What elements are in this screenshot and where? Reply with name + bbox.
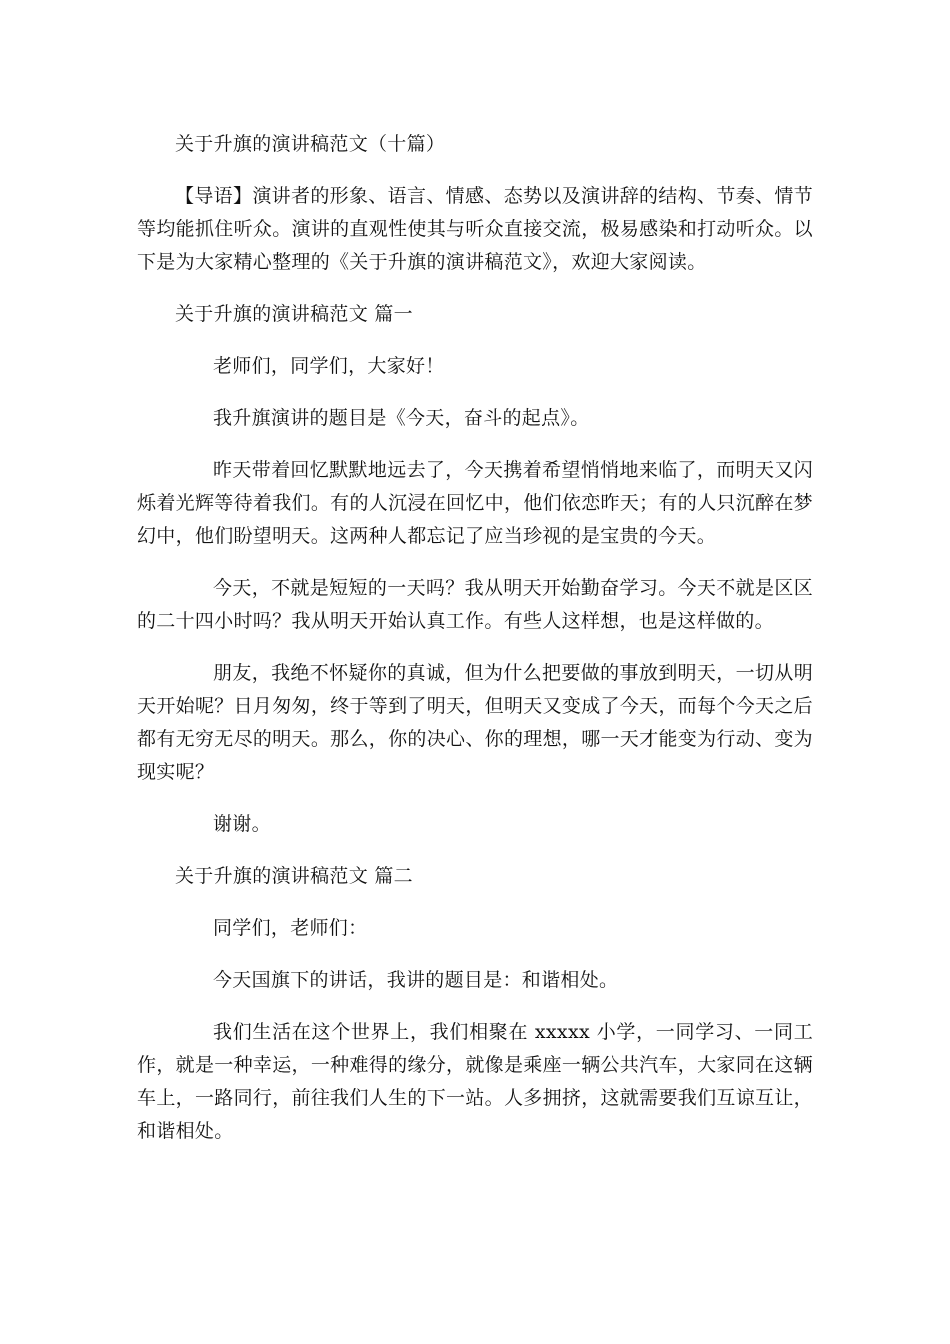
intro-label: 【导语】 <box>175 185 253 207</box>
section-1-paragraph-2: 我升旗演讲的题目是《今天，奋斗的起点》。 <box>213 407 590 429</box>
section-heading-2: 关于升旗的演讲稿范文 篇二 <box>175 865 413 887</box>
document-body <box>137 128 813 1167</box>
section-2-paragraph-2: 今天国旗下的讲话，我讲的题目是：和谐相处。 <box>213 969 619 991</box>
section-1-paragraph-6: 谢谢。 <box>213 813 271 835</box>
intro-paragraph <box>137 180 813 279</box>
section-1-paragraph-5: 朋友，我绝不怀疑你的真诚，但为什么把要做的事放到明天，一切从明天开始呢？日月匆匆，终于等到了明天，但明天又变成了今天，而每个今天之后都有无穷无尽的明天。那么，你的决心、你的理想，哪一天才能变为行动、变为现实呢？ <box>137 662 813 783</box>
section-2-paragraph-3: 我们生活在这个世界上，我们相聚在 xxxxx 小学，一同学习、一同工作，就是一种幸运，一种难得的缘分，就像是乘座一辆公共汽车，大家同在这辆车上，一路同行，前往我们人生的下一站。人多拥挤，这就需要我们互谅互让，和谐相处。 <box>137 1021 813 1142</box>
intro-text: 演讲者的形象、语言、情感、态势以及演讲辞的结构、节奏、情节等均能抓住听众。演讲的直观性使其与听众直接交流，极易感染和打动听众。以下是为大家精心整理的《关于升旗的演讲稿范文》，欢迎大家阅读。 <box>137 185 814 273</box>
section-1-paragraph-4: 今天，不就是短短的一天吗？我从明天开始勤奋学习。今天不就是区区的二十四小时吗？我从明天开始认真工作。有些人这样想，也是这样做的。 <box>137 577 813 632</box>
section-heading-1: 关于升旗的演讲稿范文 篇一 <box>175 303 413 325</box>
document-title: 关于升旗的演讲稿范文（十篇） <box>175 133 446 155</box>
section-1-paragraph-1: 老师们，同学们，大家好！ <box>213 355 445 377</box>
section-1-paragraph-3: 昨天带着回忆默默地远去了，今天携着希望悄悄地来临了，而明天又闪烁着光辉等待着我们。有的人沉浸在回忆中，他们依恋昨天；有的人只沉醉在梦幻中，他们盼望明天。这两种人都忘记了应当珍视的是宝贵的今天。 <box>137 459 813 547</box>
section-2-paragraph-1: 同学们，老师们： <box>213 917 368 939</box>
